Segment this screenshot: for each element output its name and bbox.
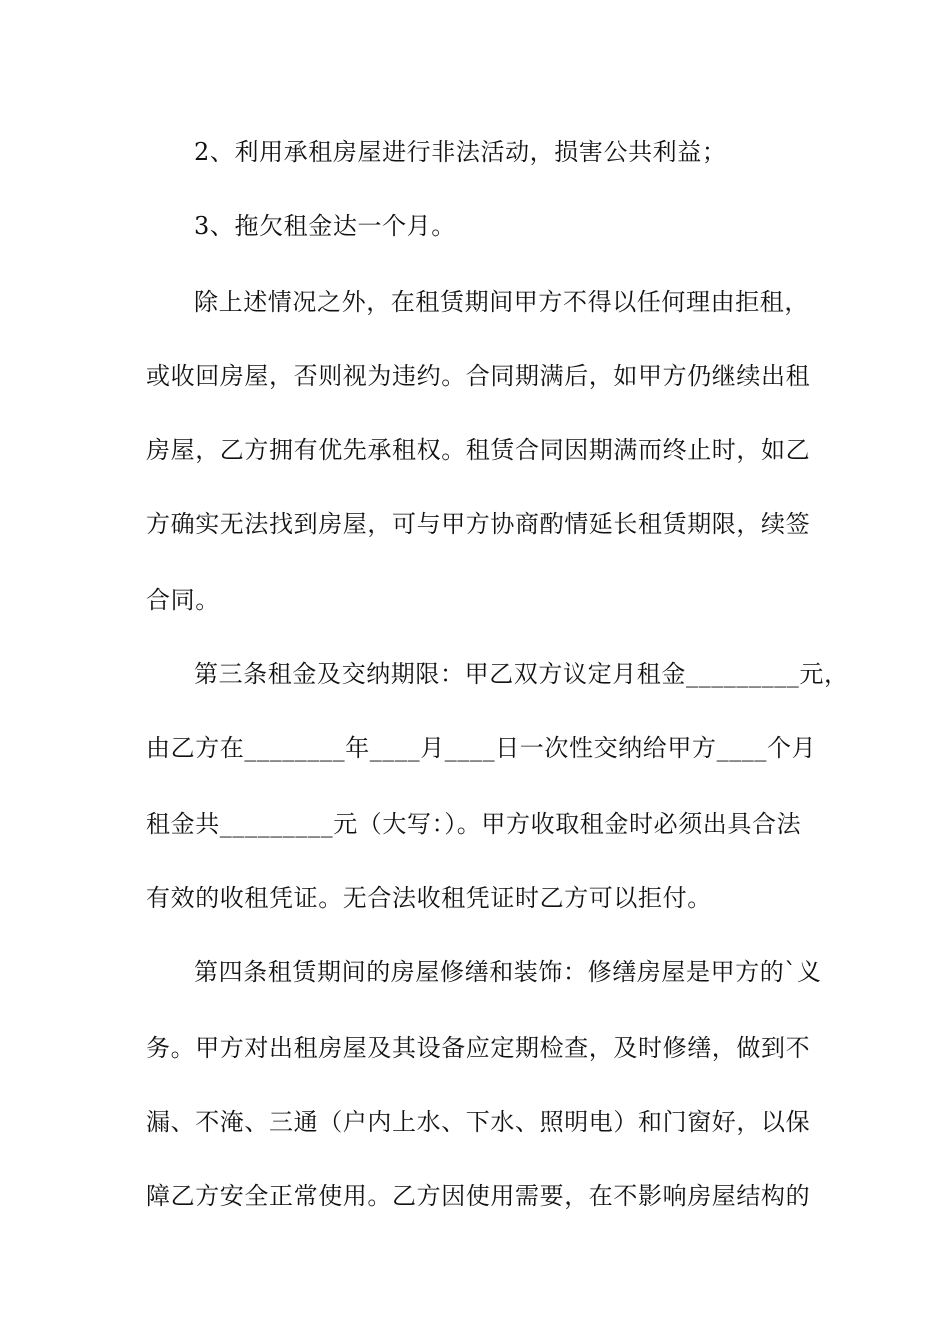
paragraph-line: 除上述情况之外，在租赁期间甲方不得以任何理由拒租，: [194, 288, 809, 316]
paragraph-line: 或收回房屋，否则视为违约。合同期满后，如甲方仍继续出租: [146, 362, 811, 390]
paragraph-line: 2、利用承租房屋进行非法活动，损害公共利益；: [194, 138, 727, 166]
paragraph-line: 漏、不淹、三通（户内上水、下水、照明电）和门窗好，以保: [146, 1108, 811, 1136]
paragraph-line: 第四条租赁期间的房屋修缮和装饰：修缮房屋是甲方的`义: [194, 958, 822, 986]
paragraph-line: 3、拖欠租金达一个月。: [194, 212, 456, 240]
paragraph-line: 障乙方安全正常使用。乙方因使用需要，在不影响房屋结构的: [146, 1182, 811, 1210]
paragraph-line: 有效的收租凭证。无合法收租凭证时乙方可以拒付。: [146, 884, 712, 912]
paragraph-line: 由乙方在________年____月____日一次性交纳给甲方____个月: [146, 734, 817, 762]
paragraph-line: 务。甲方对出租房屋及其设备应定期检查，及时修缮，做到不: [146, 1034, 811, 1062]
paragraph-line: 租金共_________元（大写：）。甲方收取租金时必须出具合法: [146, 810, 802, 838]
paragraph-line: 第三条租金及交纳期限：甲乙双方议定月租金_________元，: [194, 660, 849, 688]
paragraph-line: 合同。: [146, 586, 220, 614]
paragraph-line: 房屋，乙方拥有优先承租权。租赁合同因期满而终止时，如乙: [146, 436, 811, 464]
paragraph-line: 方确实无法找到房屋，可与甲方协商酌情延长租赁期限，续签: [146, 510, 811, 538]
